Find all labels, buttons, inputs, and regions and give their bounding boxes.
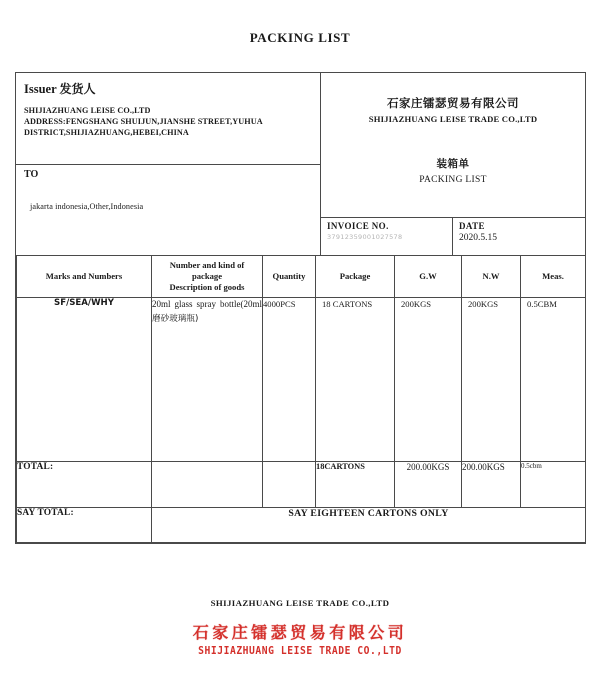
company-stamp	[0, 620, 600, 657]
consignee-cell	[16, 165, 320, 255]
invoice-number-cell	[321, 218, 453, 255]
company-header-cell	[321, 73, 585, 218]
footer	[0, 598, 600, 657]
packing-list-table	[15, 72, 586, 544]
issuer-label-cn: 发货人	[59, 82, 96, 96]
issuer-company: SHIJIAZHUANG LEISE CO.,LTD	[24, 106, 151, 115]
company-name-cn: 石家庄镭瑟贸易有限公司	[387, 96, 519, 110]
invoice-date-row	[321, 218, 585, 255]
total-label: TOTAL:	[17, 462, 152, 508]
table-header-row	[17, 256, 586, 298]
page-title: PACKING LIST	[249, 30, 351, 45]
document-kind	[321, 156, 585, 185]
footer-company-name: SHIJIAZHUANG LEISE TRADE CO.,LTD	[210, 598, 390, 608]
date-value: 2020.5.15	[459, 233, 497, 243]
total-quantity-empty	[263, 462, 316, 508]
issuer-address-line-2: DISTRICT,SHIJIAZHUANG,HEBEI,CHINA	[24, 127, 189, 137]
company-column	[321, 73, 585, 255]
header-package-description	[152, 256, 263, 298]
document-kind-en: PACKING LIST	[419, 175, 487, 185]
date-cell	[453, 218, 585, 255]
issuer-cell	[16, 73, 320, 165]
issuer-address-line-1: ADDRESS:FENGSHANG SHUIJUN,JIANSHE STREET,YUHUA	[24, 116, 263, 126]
total-measurement: 0.5cbm	[521, 462, 586, 508]
invoice-number-label: INVOICE NO.	[327, 221, 389, 231]
say-total-value: SAY EIGHTEEN CARTONS ONLY	[152, 508, 586, 543]
cell-marks: SF/SEA/WHY	[17, 298, 152, 462]
header-gross-weight: G.W	[395, 256, 462, 298]
invoice-number-value: 37912359001027578	[327, 233, 403, 241]
description-en: 20ml glass spray bottle(20ml	[152, 299, 262, 309]
consignee-label: TO	[24, 169, 39, 180]
say-total-label: SAY TOTAL:	[17, 508, 152, 543]
description-cn: 磨砂玻璃瓶)	[152, 313, 199, 324]
cell-net-weight: 200KGS	[462, 298, 521, 462]
total-description-empty	[152, 462, 263, 508]
header-block	[16, 73, 585, 255]
table-row	[17, 298, 586, 462]
issuer-details	[24, 106, 312, 138]
stamp-name-cn: 石家庄镭瑟贸易有限公司	[192, 623, 408, 642]
total-net-weight: 200.00KGS	[462, 462, 521, 508]
cell-gross-weight: 200KGS	[395, 298, 462, 462]
header-package-line-3: Description of goods	[169, 282, 245, 292]
cell-measurement: 0.5CBM	[521, 298, 586, 462]
issuer-heading	[24, 80, 312, 97]
header-quantity: Quantity	[263, 256, 316, 298]
table-say-total-row	[17, 508, 586, 543]
total-gross-weight: 200.00KGS	[395, 462, 462, 508]
header-net-weight: N.W	[462, 256, 521, 298]
consignee-value: jakarta indonesia,Other,Indonesia	[30, 202, 144, 211]
issuer-label: Issuer	[24, 82, 57, 96]
document-kind-cn: 装箱单	[436, 158, 470, 170]
company-name-en: SHIJIAZHUANG LEISE TRADE CO.,LTD	[368, 114, 538, 124]
total-package: 18CARTONS	[316, 462, 395, 508]
date-label: DATE	[459, 221, 485, 231]
cell-quantity: 4000PCS	[263, 298, 316, 462]
goods-table	[16, 255, 586, 543]
header-package: Package	[316, 256, 395, 298]
cell-package: 18 CARTONS	[316, 298, 395, 462]
parties-column	[16, 73, 321, 255]
table-total-row	[17, 462, 586, 508]
cell-description	[152, 298, 263, 462]
header-marks: Marks and Numbers	[17, 256, 152, 298]
header-measurement: Meas.	[521, 256, 586, 298]
stamp-name-en: SHIJIAZHUANG LEISE TRADE CO.,LTD	[198, 645, 402, 657]
header-package-line-1: Number and kind of	[169, 260, 245, 270]
header-package-line-2: package	[191, 271, 223, 281]
